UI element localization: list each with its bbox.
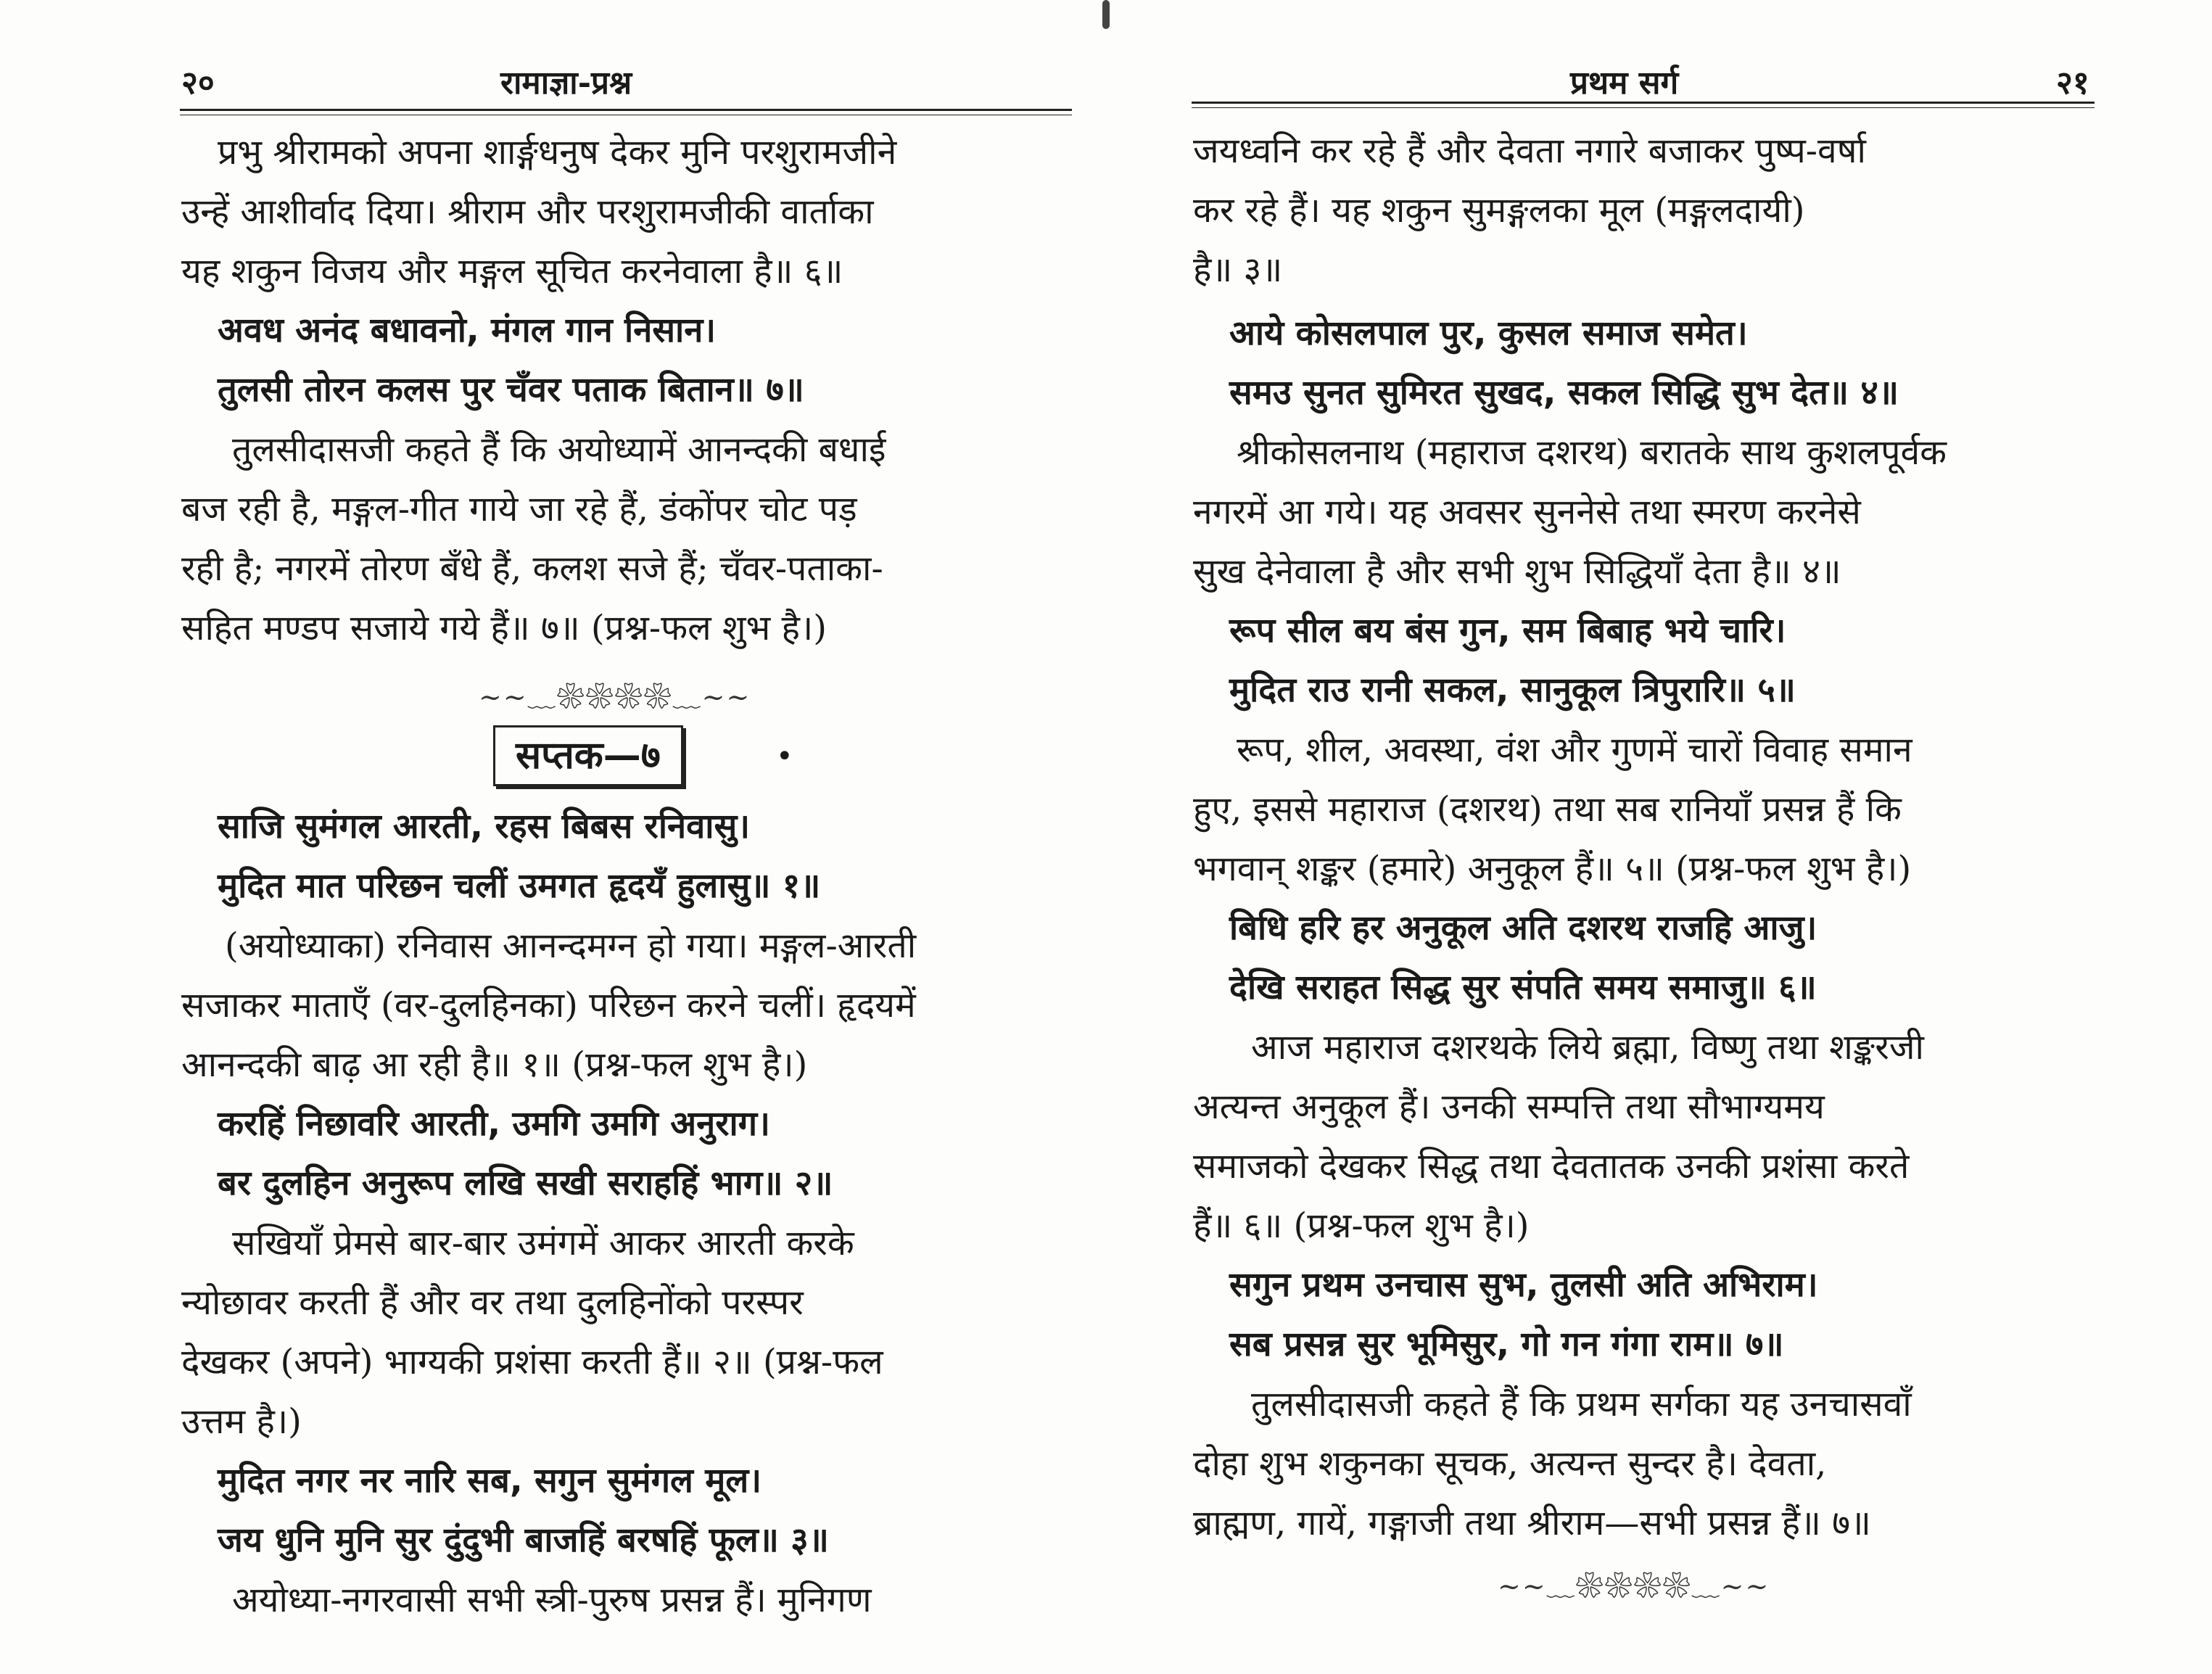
verse-line: समउ सुनत सुमिरत सुखद, सकल सिद्धि सुभ देत॥ ४॥ [1229,373,1899,413]
prose-line: जयध्वनि कर रहे हैं और देवता नगारे बजाकर पुष्प-वर्षा [1193,131,1866,171]
prose-line: आनन्दकी बाढ़ आ रही है॥ १॥ (प्रश्न-फल शुभ है।) [181,1044,808,1085]
prose-line: आज महाराज दशरथके लिये ब्रह्मा, विष्णु तथा शङ्करजी [1251,1027,1924,1068]
ornament-divider: ~~﹏❀❀❀❀﹏~~ [479,681,751,713]
right-page [1106,0,2212,1674]
prose-line: रूप, शील, अवस्था, वंश और गुणमें चारों विवाह समान [1237,730,1912,770]
prose-line: प्रभु श्रीरामको अपना शार्ङ्गधनुष देकर मुनि परशुरामजीने [218,132,897,173]
verse-line: तुलसी तोरन कलस पुर चँवर पताक बितान॥ ७॥ [218,370,804,410]
verse-line: सब प्रसन्न सुर भूमिसुर, गो गन गंगा राम॥ ७॥ [1229,1324,1784,1364]
verse-line: मुदित नगर नर नारि सब, सगुन सुमंगल मूल। [218,1461,762,1501]
verse-line: अवध अनंद बधावनो, मंगल गान निसान। [218,310,717,350]
left-running-title: रामाज्ञा-प्रश्न [500,65,632,102]
verse-line: जय धुनि मुनि सुर दुंदुभी बाजहिं बरषहिं फूल॥ ३॥ [218,1520,829,1560]
prose-line: यह शकुन विजय और मङ्गल सूचित करनेवाला है॥ ६॥ [181,251,843,292]
prose-line: तुलसीदासजी कहते हैं कि अयोध्यामें आनन्दकी बधाई [232,429,886,470]
prose-line: नगरमें आ गये। यह अवसर सुननेसे तथा स्मरण करनेसे [1193,492,1861,532]
prose-line: उन्हें आशीर्वाद दिया। श्रीराम और परशुरामजीकी वार्ताका [181,191,874,232]
prose-line: सखियाँ प्रेमसे बार-बार उमंगमें आकर आरती करके [232,1223,854,1263]
prose-line: ब्राह्मण, गायें, गङ्गाजी तथा श्रीराम—सभी प्रसन्न हैं॥ ७॥ [1193,1503,1871,1543]
verse-line: बिधि हरि हर अनुकूल अति दशरथ राजहि आजु। [1229,908,1817,948]
prose-line: उत्तम है।) [181,1401,302,1442]
verse-line: मुदित राउ रानी सकल, सानुकूल त्रिपुरारि॥ ५॥ [1229,670,1796,710]
prose-line: दोहा शुभ शकुनका सूचक, अत्यन्त सुन्दर है। देवता, [1193,1443,1827,1484]
right-running-title: प्रथम सर्ग [1570,65,1679,102]
left-page-number: २० [181,65,215,102]
prose-line: सजाकर माताएँ (वर-दुलहिनका) परिछन करने चलीं। हृदयमें [181,985,916,1026]
prose-line: अयोध्या-नगरवासी सभी स्त्री-पुरुष प्रसन्न हैं। मुनिगण [232,1580,872,1620]
ornament-divider: ~~﹏❀❀❀❀﹏~~ [1498,1570,1770,1602]
header-rule [1192,102,2095,104]
verse-line: करहिं निछावरि आरती, उमगि उमगि अनुराग। [218,1104,770,1144]
verse-line: आये कोसलपाल पुर, कुसल समाज समेत। [1229,313,1748,353]
prose-line: देखकर (अपने) भाग्यकी प्रशंसा करती हैं॥ २॥ (प्रश्न-फल [181,1342,883,1382]
prose-line: कर रहे हैं। यह शकुन सुमङ्गलका मूल (मङ्गलदायी) [1193,190,1805,231]
prose-line: तुलसीदासजी कहते हैं कि प्रथम सर्गका यह उनचासवाँ [1251,1384,1912,1424]
prose-line: न्योछावर करती हैं और वर तथा दुलहिनोंको परस्पर [181,1282,804,1323]
prose-line: रही है; नगरमें तोरण बँधे हैं, कलश सजे हैं; चँवर-पताका- [181,548,883,589]
verse-line: मुदित मात परिछन चलीं उमगत हृदयँ हुलासु॥ १॥ [218,866,821,906]
decorative-dot: • [776,740,793,773]
prose-line: हुए, इससे महाराज (दशरथ) तथा सब रानियाँ प्रसन्न हैं कि [1193,789,1902,830]
verse-line: देखि सराहत सिद्ध सुर संपति समय समाजु॥ ६॥ [1229,968,1817,1007]
verse-line: रूप सील बय बंस गुन, सम बिबाह भये चारि। [1229,611,1786,651]
prose-line: बज रही है, मङ्गल-गीत गाये जा रहे हैं, डंकोंपर चोट पड़ [181,489,857,529]
verse-line: बर दुलहिन अनुरूप लखि सखी सराहहिं भाग॥ २॥ [218,1163,833,1203]
header-rule-thin [1192,107,2095,108]
prose-line: हैं॥ ६॥ (प्रश्न-फल शुभ है।) [1193,1205,1530,1246]
prose-line: सहित मण्डप सजाये गये हैं॥ ७॥ (प्रश्न-फल शुभ है।) [181,608,827,648]
verse-line: सगुन प्रथम उनचास सुभ, तुलसी अति अभिराम। [1229,1265,1818,1305]
right-page-number: २१ [2056,65,2089,102]
prose-line: समाजको देखकर सिद्ध तथा देवतातक उनकी प्रशंसा करते [1193,1146,1910,1187]
header-rule [180,109,1072,111]
prose-line: श्रीकोसलनाथ (महाराज दशरथ) बरातके साथ कुशलपूर्वक [1237,432,1947,473]
verse-line: साजि सुमंगल आरती, रहस बिबस रनिवासु। [218,807,751,846]
section-heading: सप्तक—७ [493,725,683,786]
prose-line: है॥ ३॥ [1193,250,1283,290]
left-page-header [0,59,1106,110]
prose-line: (अयोध्याका) रनिवास आनन्दमग्न हो गया। मङ्गल-आरती [225,925,917,966]
prose-line: भगवान् शङ्कर (हमारे) अनुकूल हैं॥ ५॥ (प्रश्न-फल शुभ है।) [1193,849,1912,889]
prose-line: सुख देनेवाला है और सभी शुभ सिद्धियाँ देता है॥ ४॥ [1193,551,1841,592]
prose-line: अत्यन्त अनुकूल हैं। उनकी सम्पत्ति तथा सौभाग्यमय [1193,1087,1825,1127]
